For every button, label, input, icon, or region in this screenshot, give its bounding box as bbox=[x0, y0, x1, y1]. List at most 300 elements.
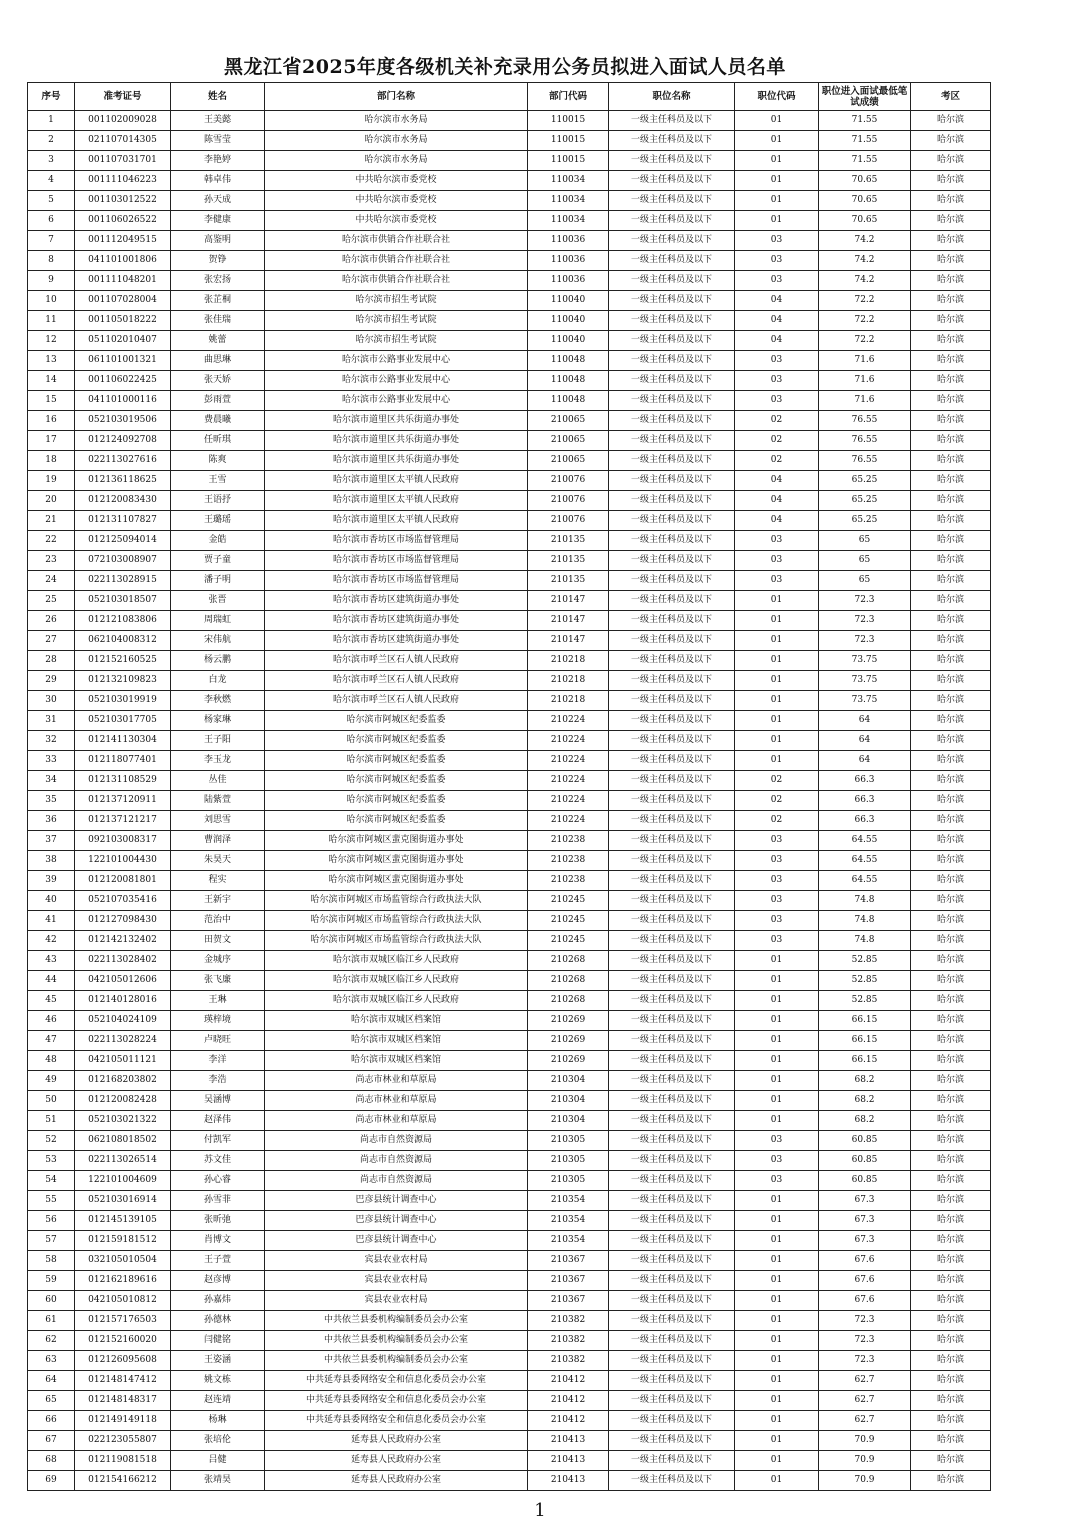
table-row bbox=[28, 331, 991, 351]
cell-exam-id: 012124092708 bbox=[75, 431, 171, 451]
table-row bbox=[28, 691, 991, 711]
cell-position-code: 03 bbox=[735, 831, 819, 851]
cell-position: 一级主任科员及以下 bbox=[609, 771, 735, 791]
cell-index: 1 bbox=[28, 111, 75, 131]
cell-position-code: 01 bbox=[735, 671, 819, 691]
cell-exam-area: 哈尔滨 bbox=[911, 851, 991, 871]
cell-name: 张芷桐 bbox=[171, 291, 265, 311]
cell-department-code: 210354 bbox=[528, 1211, 609, 1231]
cell-min-score: 70.9 bbox=[819, 1471, 911, 1491]
cell-position: 一级主任科员及以下 bbox=[609, 1311, 735, 1331]
cell-position-code: 01 bbox=[735, 1371, 819, 1391]
cell-department: 哈尔滨市阿城区纪委监委 bbox=[265, 791, 528, 811]
cell-exam-id: 012140128016 bbox=[75, 991, 171, 1011]
cell-index: 33 bbox=[28, 751, 75, 771]
cell-position: 一级主任科员及以下 bbox=[609, 811, 735, 831]
cell-position: 一级主任科员及以下 bbox=[609, 911, 735, 931]
cell-exam-area: 哈尔滨 bbox=[911, 371, 991, 391]
cell-name: 王新宇 bbox=[171, 891, 265, 911]
cell-index: 6 bbox=[28, 211, 75, 231]
cell-exam-id: 001111048201 bbox=[75, 271, 171, 291]
cell-exam-area: 哈尔滨 bbox=[911, 111, 991, 131]
cell-department-code: 110048 bbox=[528, 351, 609, 371]
cell-name: 王璐瑶 bbox=[171, 511, 265, 531]
table-row bbox=[28, 1051, 991, 1071]
cell-index: 61 bbox=[28, 1311, 75, 1331]
cell-position: 一级主任科员及以下 bbox=[609, 1271, 735, 1291]
cell-position: 一级主任科员及以下 bbox=[609, 611, 735, 631]
cell-index: 19 bbox=[28, 471, 75, 491]
cell-name: 孙心睿 bbox=[171, 1171, 265, 1191]
cell-exam-area: 哈尔滨 bbox=[911, 991, 991, 1011]
table-row bbox=[28, 1211, 991, 1231]
header-exam-id: 准考证号 bbox=[75, 83, 171, 111]
cell-exam-id: 042105010812 bbox=[75, 1291, 171, 1311]
cell-department-code: 210224 bbox=[528, 791, 609, 811]
cell-exam-area: 哈尔滨 bbox=[911, 611, 991, 631]
cell-exam-area: 哈尔滨 bbox=[911, 951, 991, 971]
cell-min-score: 70.9 bbox=[819, 1451, 911, 1471]
cell-exam-area: 哈尔滨 bbox=[911, 1071, 991, 1091]
cell-index: 62 bbox=[28, 1331, 75, 1351]
cell-department-code: 210065 bbox=[528, 411, 609, 431]
cell-position-code: 01 bbox=[735, 111, 819, 131]
cell-min-score: 62.7 bbox=[819, 1371, 911, 1391]
table-row bbox=[28, 231, 991, 251]
cell-position: 一级主任科员及以下 bbox=[609, 231, 735, 251]
cell-department-code: 210224 bbox=[528, 731, 609, 751]
table-row bbox=[28, 1351, 991, 1371]
cell-position-code: 01 bbox=[735, 1211, 819, 1231]
cell-department: 哈尔滨市阿城区蜚克图街道办事处 bbox=[265, 851, 528, 871]
cell-exam-id: 001107028004 bbox=[75, 291, 171, 311]
cell-min-score: 67.3 bbox=[819, 1231, 911, 1251]
header-position-code: 职位代码 bbox=[735, 83, 819, 111]
cell-position: 一级主任科员及以下 bbox=[609, 1211, 735, 1231]
table-header-row bbox=[28, 83, 991, 111]
cell-exam-id: 022123055807 bbox=[75, 1431, 171, 1451]
cell-position: 一级主任科员及以下 bbox=[609, 391, 735, 411]
cell-exam-area: 哈尔滨 bbox=[911, 391, 991, 411]
cell-min-score: 72.2 bbox=[819, 291, 911, 311]
cell-exam-id: 012120083430 bbox=[75, 491, 171, 511]
cell-department-code: 210065 bbox=[528, 451, 609, 471]
cell-position: 一级主任科员及以下 bbox=[609, 111, 735, 131]
header-department: 部门名称 bbox=[265, 83, 528, 111]
cell-position-code: 03 bbox=[735, 571, 819, 591]
cell-name: 赵泽伟 bbox=[171, 1111, 265, 1131]
cell-department-code: 210065 bbox=[528, 431, 609, 451]
cell-exam-area: 哈尔滨 bbox=[911, 171, 991, 191]
cell-name: 张飞廉 bbox=[171, 971, 265, 991]
cell-index: 20 bbox=[28, 491, 75, 511]
cell-position: 一级主任科员及以下 bbox=[609, 151, 735, 171]
cell-position: 一级主任科员及以下 bbox=[609, 591, 735, 611]
cell-position: 一级主任科员及以下 bbox=[609, 451, 735, 471]
cell-department-code: 210218 bbox=[528, 651, 609, 671]
cell-position-code: 01 bbox=[735, 991, 819, 1011]
cell-exam-area: 哈尔滨 bbox=[911, 1031, 991, 1051]
cell-exam-area: 哈尔滨 bbox=[911, 191, 991, 211]
cell-department-code: 110036 bbox=[528, 271, 609, 291]
table-row bbox=[28, 1311, 991, 1331]
cell-exam-area: 哈尔滨 bbox=[911, 811, 991, 831]
cell-position-code: 03 bbox=[735, 531, 819, 551]
cell-department: 哈尔滨市水务局 bbox=[265, 151, 528, 171]
cell-exam-area: 哈尔滨 bbox=[911, 451, 991, 471]
cell-index: 24 bbox=[28, 571, 75, 591]
cell-name: 吕健 bbox=[171, 1451, 265, 1471]
cell-index: 49 bbox=[28, 1071, 75, 1091]
cell-exam-id: 052103017705 bbox=[75, 711, 171, 731]
cell-min-score: 66.15 bbox=[819, 1011, 911, 1031]
cell-position-code: 01 bbox=[735, 1391, 819, 1411]
cell-position: 一级主任科员及以下 bbox=[609, 691, 735, 711]
table-row bbox=[28, 771, 991, 791]
cell-position-code: 03 bbox=[735, 1131, 819, 1151]
cell-position-code: 02 bbox=[735, 411, 819, 431]
cell-index: 26 bbox=[28, 611, 75, 631]
cell-position: 一级主任科员及以下 bbox=[609, 1131, 735, 1151]
cell-index: 5 bbox=[28, 191, 75, 211]
table-row bbox=[28, 911, 991, 931]
cell-exam-id: 012145139105 bbox=[75, 1211, 171, 1231]
cell-exam-id: 012168203802 bbox=[75, 1071, 171, 1091]
cell-position-code: 01 bbox=[735, 1451, 819, 1471]
cell-name: 杨云鹏 bbox=[171, 651, 265, 671]
cell-department: 哈尔滨市招生考试院 bbox=[265, 311, 528, 331]
cell-department-code: 210245 bbox=[528, 911, 609, 931]
cell-name: 张培伦 bbox=[171, 1431, 265, 1451]
cell-index: 35 bbox=[28, 791, 75, 811]
cell-position-code: 01 bbox=[735, 171, 819, 191]
candidate-table bbox=[27, 82, 991, 1491]
cell-name: 韩卓伟 bbox=[171, 171, 265, 191]
cell-department: 哈尔滨市道里区太平镇人民政府 bbox=[265, 491, 528, 511]
cell-department: 哈尔滨市供销合作社联合社 bbox=[265, 231, 528, 251]
cell-position: 一级主任科员及以下 bbox=[609, 131, 735, 151]
table-row bbox=[28, 1131, 991, 1151]
cell-position: 一级主任科员及以下 bbox=[609, 511, 735, 531]
cell-index: 47 bbox=[28, 1031, 75, 1051]
cell-department: 哈尔滨市公路事业发展中心 bbox=[265, 371, 528, 391]
cell-min-score: 67.6 bbox=[819, 1271, 911, 1291]
cell-position-code: 01 bbox=[735, 1031, 819, 1051]
cell-department: 尚志市自然资源局 bbox=[265, 1131, 528, 1151]
cell-exam-area: 哈尔滨 bbox=[911, 1291, 991, 1311]
cell-min-score: 65 bbox=[819, 551, 911, 571]
cell-exam-area: 哈尔滨 bbox=[911, 1331, 991, 1351]
cell-department: 哈尔滨市阿城区蜚克图街道办事处 bbox=[265, 871, 528, 891]
cell-department: 哈尔滨市双城区临江乡人民政府 bbox=[265, 971, 528, 991]
cell-department-code: 210354 bbox=[528, 1231, 609, 1251]
cell-department: 哈尔滨市水务局 bbox=[265, 131, 528, 151]
cell-exam-id: 052107035416 bbox=[75, 891, 171, 911]
cell-index: 23 bbox=[28, 551, 75, 571]
cell-position-code: 03 bbox=[735, 391, 819, 411]
cell-name: 吴涵博 bbox=[171, 1091, 265, 1111]
cell-min-score: 62.7 bbox=[819, 1391, 911, 1411]
cell-department: 中共哈尔滨市委党校 bbox=[265, 171, 528, 191]
cell-exam-area: 哈尔滨 bbox=[911, 291, 991, 311]
cell-department: 哈尔滨市供销合作社联合社 bbox=[265, 271, 528, 291]
cell-name: 姚文栋 bbox=[171, 1371, 265, 1391]
cell-name: 周瑞虹 bbox=[171, 611, 265, 631]
cell-department: 中共依兰县委机构编制委员会办公室 bbox=[265, 1331, 528, 1351]
cell-exam-id: 092103008317 bbox=[75, 831, 171, 851]
cell-index: 4 bbox=[28, 171, 75, 191]
cell-department: 哈尔滨市阿城区市场监管综合行政执法大队 bbox=[265, 891, 528, 911]
cell-exam-id: 022113028915 bbox=[75, 571, 171, 591]
cell-department: 延寿县人民政府办公室 bbox=[265, 1431, 528, 1451]
cell-department: 尚志市林业和草原局 bbox=[265, 1111, 528, 1131]
cell-name: 李艳婷 bbox=[171, 151, 265, 171]
cell-department-code: 210218 bbox=[528, 691, 609, 711]
cell-exam-area: 哈尔滨 bbox=[911, 671, 991, 691]
table-row bbox=[28, 1291, 991, 1311]
cell-exam-id: 012152160020 bbox=[75, 1331, 171, 1351]
cell-position: 一级主任科员及以下 bbox=[609, 1091, 735, 1111]
cell-position: 一级主任科员及以下 bbox=[609, 1251, 735, 1271]
cell-position-code: 01 bbox=[735, 651, 819, 671]
cell-position: 一级主任科员及以下 bbox=[609, 1431, 735, 1451]
cell-department-code: 210305 bbox=[528, 1171, 609, 1191]
cell-index: 7 bbox=[28, 231, 75, 251]
cell-exam-id: 072103008907 bbox=[75, 551, 171, 571]
cell-min-score: 64 bbox=[819, 711, 911, 731]
cell-min-score: 76.55 bbox=[819, 431, 911, 451]
cell-position: 一级主任科员及以下 bbox=[609, 1191, 735, 1211]
cell-position-code: 04 bbox=[735, 311, 819, 331]
table-row bbox=[28, 171, 991, 191]
cell-name: 张昕弛 bbox=[171, 1211, 265, 1231]
cell-index: 27 bbox=[28, 631, 75, 651]
cell-exam-id: 012136118625 bbox=[75, 471, 171, 491]
cell-position: 一级主任科员及以下 bbox=[609, 1331, 735, 1351]
cell-department-code: 110015 bbox=[528, 111, 609, 131]
table-row bbox=[28, 1471, 991, 1491]
cell-position-code: 01 bbox=[735, 631, 819, 651]
cell-name: 陈雪莹 bbox=[171, 131, 265, 151]
cell-index: 40 bbox=[28, 891, 75, 911]
cell-position-code: 01 bbox=[735, 1311, 819, 1331]
cell-position-code: 01 bbox=[735, 1051, 819, 1071]
cell-exam-id: 012132109823 bbox=[75, 671, 171, 691]
cell-index: 2 bbox=[28, 131, 75, 151]
cell-exam-id: 001102009028 bbox=[75, 111, 171, 131]
cell-name: 王琳 bbox=[171, 991, 265, 1011]
cell-name: 曲思琳 bbox=[171, 351, 265, 371]
cell-department-code: 110040 bbox=[528, 331, 609, 351]
cell-min-score: 74.8 bbox=[819, 931, 911, 951]
cell-position-code: 01 bbox=[735, 1471, 819, 1491]
cell-index: 31 bbox=[28, 711, 75, 731]
cell-min-score: 74.2 bbox=[819, 231, 911, 251]
cell-position-code: 01 bbox=[735, 131, 819, 151]
table-row bbox=[28, 1191, 991, 1211]
cell-index: 55 bbox=[28, 1191, 75, 1211]
cell-min-score: 64 bbox=[819, 731, 911, 751]
cell-position: 一级主任科员及以下 bbox=[609, 351, 735, 371]
cell-position-code: 01 bbox=[735, 191, 819, 211]
cell-min-score: 73.75 bbox=[819, 691, 911, 711]
cell-position-code: 01 bbox=[735, 1091, 819, 1111]
cell-department-code: 210224 bbox=[528, 811, 609, 831]
cell-position: 一级主任科员及以下 bbox=[609, 251, 735, 271]
cell-index: 18 bbox=[28, 451, 75, 471]
cell-min-score: 71.55 bbox=[819, 111, 911, 131]
cell-min-score: 60.85 bbox=[819, 1171, 911, 1191]
cell-exam-area: 哈尔滨 bbox=[911, 551, 991, 571]
cell-exam-id: 012159181512 bbox=[75, 1231, 171, 1251]
table-row bbox=[28, 1411, 991, 1431]
cell-index: 32 bbox=[28, 731, 75, 751]
cell-position: 一级主任科员及以下 bbox=[609, 631, 735, 651]
cell-department-code: 210354 bbox=[528, 1191, 609, 1211]
table-row bbox=[28, 351, 991, 371]
cell-name: 杨琳 bbox=[171, 1411, 265, 1431]
cell-min-score: 65.25 bbox=[819, 511, 911, 531]
cell-exam-id: 012119081518 bbox=[75, 1451, 171, 1471]
cell-exam-id: 012141130304 bbox=[75, 731, 171, 751]
cell-min-score: 60.85 bbox=[819, 1131, 911, 1151]
cell-index: 68 bbox=[28, 1451, 75, 1471]
cell-exam-id: 012120082428 bbox=[75, 1091, 171, 1111]
cell-position-code: 04 bbox=[735, 331, 819, 351]
cell-exam-area: 哈尔滨 bbox=[911, 271, 991, 291]
cell-index: 25 bbox=[28, 591, 75, 611]
cell-department-code: 210268 bbox=[528, 971, 609, 991]
cell-position-code: 01 bbox=[735, 611, 819, 631]
cell-name: 赵彦博 bbox=[171, 1271, 265, 1291]
cell-index: 67 bbox=[28, 1431, 75, 1451]
cell-exam-area: 哈尔滨 bbox=[911, 1471, 991, 1491]
cell-name: 卢晓旺 bbox=[171, 1031, 265, 1051]
cell-position: 一级主任科员及以下 bbox=[609, 891, 735, 911]
cell-exam-area: 哈尔滨 bbox=[911, 1231, 991, 1251]
cell-position: 一级主任科员及以下 bbox=[609, 671, 735, 691]
cell-exam-area: 哈尔滨 bbox=[911, 911, 991, 931]
cell-exam-area: 哈尔滨 bbox=[911, 871, 991, 891]
cell-min-score: 66.3 bbox=[819, 811, 911, 831]
cell-exam-area: 哈尔滨 bbox=[911, 791, 991, 811]
cell-exam-area: 哈尔滨 bbox=[911, 631, 991, 651]
cell-name: 任昕琪 bbox=[171, 431, 265, 451]
cell-min-score: 72.3 bbox=[819, 591, 911, 611]
cell-min-score: 74.2 bbox=[819, 271, 911, 291]
cell-exam-area: 哈尔滨 bbox=[911, 251, 991, 271]
cell-exam-area: 哈尔滨 bbox=[911, 1411, 991, 1431]
cell-position: 一级主任科员及以下 bbox=[609, 731, 735, 751]
cell-position: 一级主任科员及以下 bbox=[609, 1451, 735, 1471]
cell-department-code: 210382 bbox=[528, 1331, 609, 1351]
cell-department: 哈尔滨市香坊区建筑街道办事处 bbox=[265, 611, 528, 631]
cell-exam-area: 哈尔滨 bbox=[911, 1091, 991, 1111]
cell-name: 姚蕾 bbox=[171, 331, 265, 351]
table-row bbox=[28, 1331, 991, 1351]
cell-min-score: 65 bbox=[819, 531, 911, 551]
cell-position: 一级主任科员及以下 bbox=[609, 291, 735, 311]
cell-exam-id: 012131108529 bbox=[75, 771, 171, 791]
cell-name: 王美懿 bbox=[171, 111, 265, 131]
table-row bbox=[28, 531, 991, 551]
cell-department-code: 210382 bbox=[528, 1351, 609, 1371]
cell-position: 一级主任科员及以下 bbox=[609, 751, 735, 771]
cell-exam-area: 哈尔滨 bbox=[911, 711, 991, 731]
table-row bbox=[28, 131, 991, 151]
cell-position-code: 01 bbox=[735, 1271, 819, 1291]
table-row bbox=[28, 191, 991, 211]
cell-position-code: 01 bbox=[735, 1111, 819, 1131]
cell-min-score: 74.8 bbox=[819, 911, 911, 931]
cell-min-score: 52.85 bbox=[819, 951, 911, 971]
cell-position-code: 02 bbox=[735, 451, 819, 471]
page-title: 黑龙江省2025年度各级机关补充录用公务员拟进入面试人员名单 bbox=[224, 56, 786, 78]
table-row bbox=[28, 271, 991, 291]
cell-department-code: 110015 bbox=[528, 151, 609, 171]
cell-index: 42 bbox=[28, 931, 75, 951]
cell-min-score: 65 bbox=[819, 571, 911, 591]
table-row bbox=[28, 891, 991, 911]
cell-min-score: 67.6 bbox=[819, 1291, 911, 1311]
cell-min-score: 66.3 bbox=[819, 791, 911, 811]
cell-index: 13 bbox=[28, 351, 75, 371]
table-row bbox=[28, 1111, 991, 1131]
cell-exam-area: 哈尔滨 bbox=[911, 431, 991, 451]
cell-exam-id: 001112049515 bbox=[75, 231, 171, 251]
cell-name: 陈爽 bbox=[171, 451, 265, 471]
cell-position: 一级主任科员及以下 bbox=[609, 1151, 735, 1171]
cell-department-code: 210269 bbox=[528, 1051, 609, 1071]
cell-exam-area: 哈尔滨 bbox=[911, 1271, 991, 1291]
cell-department-code: 210147 bbox=[528, 591, 609, 611]
cell-exam-area: 哈尔滨 bbox=[911, 571, 991, 591]
cell-department: 哈尔滨市阿城区纪委监委 bbox=[265, 711, 528, 731]
cell-position: 一级主任科员及以下 bbox=[609, 491, 735, 511]
cell-exam-id: 012148148317 bbox=[75, 1391, 171, 1411]
cell-position-code: 01 bbox=[735, 1191, 819, 1211]
cell-position: 一级主任科员及以下 bbox=[609, 1471, 735, 1491]
cell-exam-id: 001105018222 bbox=[75, 311, 171, 331]
table-row bbox=[28, 1231, 991, 1251]
cell-name: 李玉龙 bbox=[171, 751, 265, 771]
cell-index: 3 bbox=[28, 151, 75, 171]
cell-exam-area: 哈尔滨 bbox=[911, 351, 991, 371]
cell-exam-id: 052103021322 bbox=[75, 1111, 171, 1131]
cell-exam-id: 062104008312 bbox=[75, 631, 171, 651]
cell-index: 48 bbox=[28, 1051, 75, 1071]
cell-exam-area: 哈尔滨 bbox=[911, 971, 991, 991]
cell-min-score: 71.6 bbox=[819, 351, 911, 371]
cell-department-code: 210245 bbox=[528, 931, 609, 951]
cell-position-code: 01 bbox=[735, 1071, 819, 1091]
cell-position-code: 01 bbox=[735, 1011, 819, 1031]
cell-position: 一级主任科员及以下 bbox=[609, 1351, 735, 1371]
cell-index: 69 bbox=[28, 1471, 75, 1491]
cell-min-score: 76.55 bbox=[819, 411, 911, 431]
cell-name: 付凯军 bbox=[171, 1131, 265, 1151]
cell-position: 一级主任科员及以下 bbox=[609, 371, 735, 391]
table-row bbox=[28, 111, 991, 131]
table-row bbox=[28, 431, 991, 451]
cell-index: 8 bbox=[28, 251, 75, 271]
cell-position: 一级主任科员及以下 bbox=[609, 191, 735, 211]
cell-exam-id: 022113026514 bbox=[75, 1151, 171, 1171]
cell-min-score: 74.8 bbox=[819, 891, 911, 911]
cell-name: 王语抒 bbox=[171, 491, 265, 511]
cell-exam-id: 012137120911 bbox=[75, 791, 171, 811]
cell-position: 一级主任科员及以下 bbox=[609, 1111, 735, 1131]
